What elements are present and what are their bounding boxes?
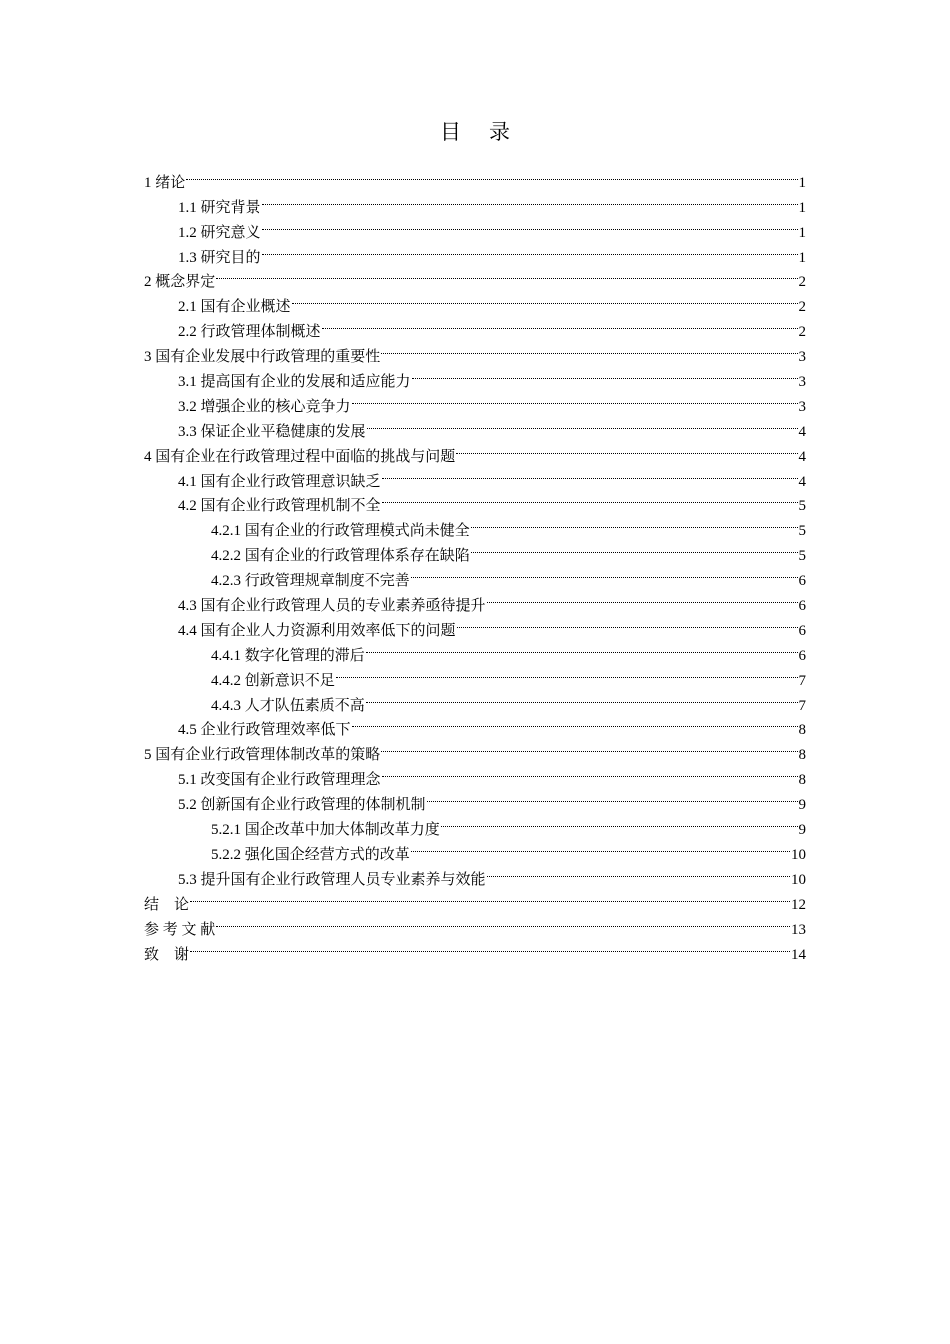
- toc-entry-label: 1.2 研究意义: [178, 224, 261, 241]
- toc-entry-page-number: 5: [798, 523, 806, 540]
- toc-entry-label: 致 谢: [144, 946, 190, 963]
- toc-entry-label: 4.4.1 数字化管理的滞后: [211, 647, 365, 664]
- toc-entry-label: 5.2.2 强化国企经营方式的改革: [211, 846, 410, 863]
- dot-leader: [186, 162, 797, 187]
- dot-leader: [381, 336, 797, 361]
- dot-leader: [367, 411, 798, 436]
- toc-entry-label: 2.2 行政管理体制概述: [178, 324, 321, 341]
- toc-entry-label: 4.4 国有企业人力资源利用效率低下的问题: [178, 622, 456, 639]
- toc-entry-label: 5.2 创新国有企业行政管理的体制机制: [178, 797, 426, 814]
- toc-entry-label: 5.1 改变国有企业行政管理理念: [178, 772, 381, 789]
- toc-entry-label: 1.1 研究背景: [178, 199, 261, 216]
- toc-entry-label: 5 国有企业行政管理体制改革的策略: [144, 747, 381, 764]
- toc-entry-label: 4.4.2 创新意识不足: [211, 672, 335, 689]
- toc-entry-label: 5.3 提升国有企业行政管理人员专业素养与效能: [178, 871, 486, 888]
- dot-leader: [336, 660, 798, 685]
- toc-entry-label: 4.2.3 行政管理规章制度不完善: [211, 573, 410, 590]
- toc-entry-page-number: 2: [798, 274, 806, 291]
- dot-leader: [471, 535, 798, 560]
- dot-leader: [190, 884, 790, 909]
- toc-entry[interactable]: [144, 884, 806, 913]
- dot-leader: [487, 585, 798, 610]
- toc-entry[interactable]: [144, 909, 806, 938]
- toc-entry-label: 1.3 研究目的: [178, 249, 261, 266]
- dot-leader: [381, 734, 797, 759]
- toc-entry-page-number: 5: [798, 548, 806, 565]
- dot-leader: [411, 560, 798, 585]
- toc-entry-label: 4.2.1 国有企业的行政管理模式尚未健全: [211, 523, 470, 540]
- toc-entry-page-number: 10: [791, 871, 806, 888]
- dot-leader: [352, 710, 798, 735]
- toc-entry-label: 4.3 国有企业行政管理人员的专业素养亟待提升: [178, 598, 486, 615]
- toc-entry[interactable]: [144, 262, 806, 291]
- toc-entry-page-number: 8: [798, 722, 806, 739]
- toc-entry-page-number: 3: [798, 349, 806, 366]
- toc-entry-page-number: 4: [798, 473, 806, 490]
- toc-entry-label: 3 国有企业发展中行政管理的重要性: [144, 349, 381, 366]
- toc-entry-label: 3.1 提高国有企业的发展和适应能力: [178, 374, 411, 391]
- toc-entry-label: 4.2 国有企业行政管理机制不全: [178, 498, 381, 515]
- toc-entry-page-number: 3: [798, 398, 806, 415]
- toc-entry-page-number: 4: [798, 423, 806, 440]
- dot-leader: [457, 610, 798, 635]
- toc-entry-page-number: 8: [798, 772, 806, 789]
- dot-leader: [441, 809, 798, 834]
- toc-entry[interactable]: [144, 187, 806, 216]
- toc-entry-page-number: 5: [798, 498, 806, 515]
- toc-entry-label: 2 概念界定: [144, 274, 216, 291]
- dot-leader: [262, 212, 798, 237]
- toc-entry-page-number: 6: [798, 622, 806, 639]
- toc-entry-label: 4.4.3 人才队伍素质不高: [211, 697, 365, 714]
- toc-entry-label: 4 国有企业在行政管理过程中面临的挑战与问题: [144, 448, 456, 465]
- dot-leader: [352, 386, 798, 411]
- toc-entry-page-number: 7: [798, 697, 806, 714]
- toc-entry-label: 3.3 保证企业平稳健康的发展: [178, 423, 366, 440]
- toc-title: 目录: [440, 120, 538, 144]
- toc-entry-label: 1 绪论: [144, 174, 186, 191]
- toc-entry[interactable]: [144, 286, 806, 316]
- toc-entry-page-number: 13: [791, 921, 806, 938]
- toc-entry-label: 2.1 国有企业概述: [178, 299, 291, 316]
- toc-entry-page-number: 1: [798, 199, 806, 216]
- dot-leader: [190, 934, 790, 959]
- toc-entry-page-number: 9: [798, 797, 806, 814]
- toc-entry[interactable]: [144, 934, 806, 963]
- toc-entry-page-number: 1: [798, 224, 806, 241]
- toc-entry-page-number: 8: [798, 747, 806, 764]
- toc-entry-page-number: 1: [798, 174, 806, 191]
- toc-entry-page-number: 12: [791, 896, 806, 913]
- toc-entry-page-number: 2: [798, 299, 806, 316]
- toc-entry-page-number: 10: [791, 846, 806, 863]
- toc-entry-label: 参 考 文 献: [144, 921, 216, 938]
- dot-leader: [216, 262, 797, 287]
- dot-leader: [322, 311, 798, 336]
- toc-entry-label: 结 论: [144, 896, 190, 913]
- toc-entry-page-number: 9: [798, 822, 806, 839]
- toc-entry-page-number: 3: [798, 374, 806, 391]
- toc-entry-label: 4.5 企业行政管理效率低下: [178, 722, 351, 739]
- dot-leader: [427, 784, 798, 809]
- dot-leader: [382, 461, 798, 486]
- toc-entry-page-number: 4: [798, 448, 806, 465]
- toc-entry-page-number: 14: [791, 946, 806, 963]
- toc-entry-label: 3.2 增强企业的核心竞争力: [178, 398, 351, 415]
- dot-leader: [262, 237, 798, 262]
- toc-entry-page-number: 6: [798, 573, 806, 590]
- dot-leader: [412, 361, 798, 386]
- toc-entry-page-number: 7: [798, 672, 806, 689]
- toc-entry-label: 4.1 国有企业行政管理意识缺乏: [178, 473, 381, 490]
- dot-leader: [366, 685, 798, 710]
- dot-leader: [216, 909, 790, 934]
- toc-entry[interactable]: [144, 162, 806, 191]
- dot-leader: [411, 834, 790, 859]
- dot-leader: [456, 436, 797, 461]
- dot-leader: [382, 759, 798, 784]
- toc-entry-page-number: 6: [798, 647, 806, 664]
- dot-leader: [471, 510, 798, 535]
- dot-leader: [382, 486, 798, 511]
- dot-leader: [292, 286, 798, 311]
- dot-leader: [366, 635, 798, 660]
- toc-entry-page-number: 2: [798, 324, 806, 341]
- dot-leader: [262, 187, 798, 212]
- table-of-contents: [144, 162, 806, 963]
- toc-entry-label: 5.2.1 国企改革中加大体制改革力度: [211, 822, 440, 839]
- toc-entry-page-number: 6: [798, 598, 806, 615]
- toc-entry-page-number: 1: [798, 249, 806, 266]
- dot-leader: [487, 859, 790, 884]
- toc-entry-label: 4.2.2 国有企业的行政管理体系存在缺陷: [211, 548, 470, 565]
